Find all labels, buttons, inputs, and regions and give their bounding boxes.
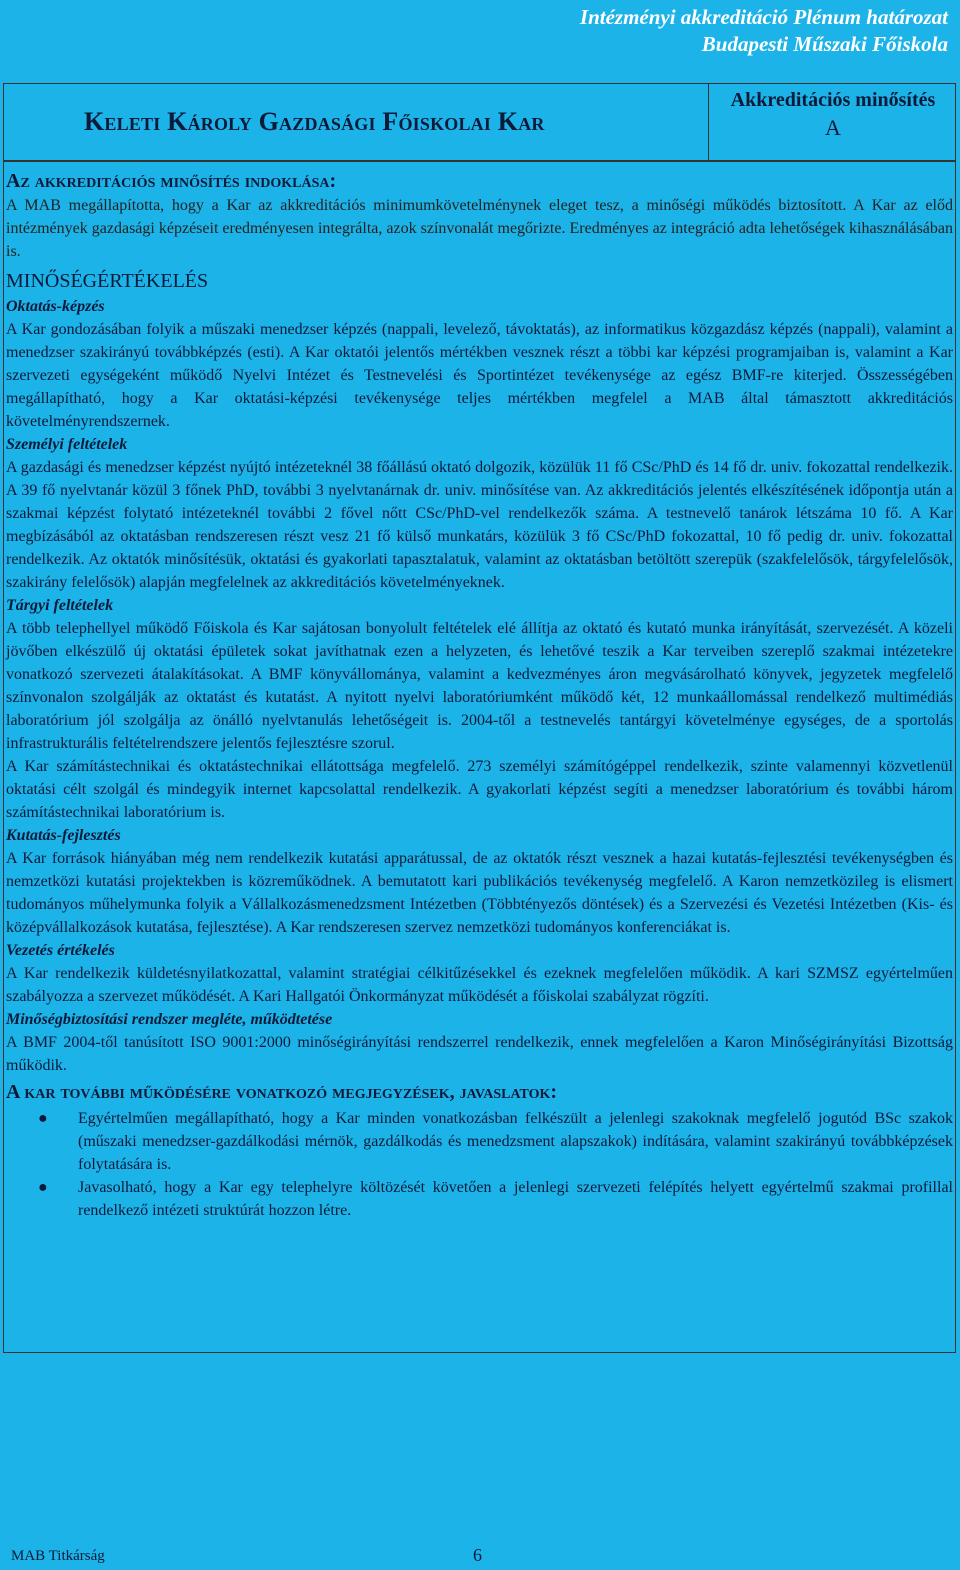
section-title-facilities: Tárgyi feltételek [6, 597, 114, 614]
faculty-name [4, 84, 709, 160]
list-item [38, 1107, 953, 1176]
remark-text-2: Javasolható, hogy a Kar egy telephelyre költözését követően a jelenlegi szervezeti felépítés helyett egyértelmű szakmai profillal rendelkező intézeti struktúrát hozzon létre. [78, 1179, 953, 1219]
section-title-management: Vezetés értékelés [6, 942, 115, 959]
section-title-quality-assurance: Minőségbiztosítási rendszer megléte, működtetése [6, 1011, 333, 1028]
justification-text: A MAB megállapította, hogy a Kar az akkreditációs minimumkövetelménynek eleget tesz, a minőségi működés biztosított. A Kar az előd intézmények gazdasági képzéseit eredményesen integrálta, azok színvonalát megőrizte. Eredményes az integráció adta lehetőségek kihasználásában is. [6, 197, 953, 260]
section-title-personnel: Személyi feltételek [6, 436, 128, 453]
remark-text-1: Egyértelműen megállapítható, hogy a Kar minden vonatkozásban felkészült a jelenlegi szakoknak megfelelő jogutód BSc szakok (műszaki menedzser-gazdálkodási mérnök, gazdálkodás és menedzsment alapszakok) indítására, valamint szakirányú továbbképzések folytatására is. [78, 1110, 953, 1173]
quality-heading: MINŐSÉGÉRTÉKELÉS [6, 270, 209, 292]
bullet-icon: ● [38, 1110, 48, 1127]
rating-box [710, 84, 956, 160]
section-text-education: A Kar gondozásában folyik a műszaki menedzser képzés (nappali, levelező, távoktatás), az informatikus közgazdász képzés (nappali), valamint a menedzser szakirányú továbbképzés (esti). A Kar oktatói jelentős mértékben vesznek részt a többi kar képzési programjaiban is, valamint a Kar szervezeti egységeként működő Nyelvi Intézet és Testnevelési és Sportintézet tevékenysége az egész BMF-re kiterjed. Összességében megállapítható, hogy a Kar oktatási-képzési tevékenysége teljes mértékben megfelel a MAB által támasztott akkreditációs követelményrendszernek. [6, 321, 953, 430]
remarks-list [6, 1107, 953, 1222]
bullet-icon: ● [38, 1179, 48, 1196]
faculty-name-text: Keleti Károly Gazdasági Főiskolai Kar [84, 107, 545, 136]
footer-org: MAB Titkárság [11, 1548, 105, 1564]
justification-heading: Az akkreditációs minősítés indoklása: [6, 170, 337, 192]
section-text-facilities-2: A Kar számítástechnikai és oktatástechnikai ellátottsága megfelelő. 273 személyi számítógéppel rendelkezik, szinte valamennyi közvetlenül oktatási célt szolgál és mindegyik internet kapcsolattal rendelkezik. A gyakorlati képzést segíti a menedzser laboratórium és további három számítástechnikai laboratórium is. [6, 758, 953, 821]
remarks-heading: A kar további működésére vonatkozó megjegyzések, javaslatok: [6, 1081, 558, 1103]
header-line-2: Budapesti Műszaki Főiskola [701, 32, 948, 56]
section-title-education: Oktatás-képzés [6, 298, 105, 315]
section-text-management: A Kar rendelkezik küldetésnyilatkozattal, valamint stratégiai célkitűzésekkel és ezeknek megfelelően működik. A kari SZMSZ egyértelműen szabályozza a szervezet működését. A Kari Hallgatói Önkormányzat működését a főiskolai szabályzat rögzíti. [6, 965, 953, 1005]
title-box [3, 83, 956, 161]
page-number: 6 [473, 1545, 482, 1565]
rating-label: Akkreditációs minősítés [730, 89, 936, 111]
header-line-1: Intézményi akkreditáció Plénum határozat [579, 5, 948, 29]
section-title-research: Kutatás-fejlesztés [6, 827, 121, 844]
section-text-quality-assurance: A BMF 2004-től tanúsított ISO 9001:2000 minőségirányítási rendszerrel rendelkezik, ennek megfelelően a Karon Minőségirányítási Bizottság működik. [6, 1034, 953, 1074]
document-header [580, 4, 948, 58]
section-text-personnel: A gazdasági és menedzser képzést nyújtó intézeteknél 38 főállású oktató dolgozik, közülük 11 fő CSc/PhD és 14 fő dr. univ. fokozattal rendelkezik. A 39 fő nyelvtanár közül 3 főnek PhD, további 3 nyelvtanárnak dr. univ. minősítése van. Az akkreditációs jelentés elkészítésének időpontja után a szakmai képzést folytató intézeteknél további 2 fővel nőtt CSc/PhD-vel rendelkezők száma. A testnevelő tanárok létszáma 10 fő. A Kar megbízásából az oktatásban rendszeresen részt vesz 21 fő külső munkatárs, közülük 3 fő CSc/PhD fokozattal, 10 fő pedig dr. univ. fokozattal rendelkezik. Az oktatók minősítésük, oktatási és gyakorlati tapasztalatuk, valamint az oktatásban betöltött szerepük (szakfelelősök, tárgyfelelősök, szakirány felelősök) alapján megfelelnek az akkreditációs követelményeknek. [6, 459, 953, 591]
list-item [38, 1176, 953, 1222]
section-text-facilities-1: A több telephellyel működő Főiskola és Kar sajátosan bonyolult feltételek elé állítja az oktató és kutató munka irányítását, szervezését. A közeli jövőben elkészülő új oktatási épületek sokat javíthatnak ezen a helyzeten, és lehetővé teszik a Kar terveiben szereplő szakmai intézetekre vonatkozó szervezeti átalakításokat. A BMF könyvállománya, valamint a kedvezményes áron megvásárolható könyvek, jegyzetek megfelelő színvonalon szolgálják az oktatást és kutatást. A nyitott nyelvi laboratóriumként működő két, 12 munkaállomással rendelkező multimédiás laboratórium jól szolgálja az önálló nyelvtanulás lehetőségeit is. 2004-től a testnevelés tantárgyi követelménye egységes, de a sportolás infrastrukturális feltételrendszere jelentős fejlesztésre szorul. [6, 620, 953, 752]
content-box [3, 161, 956, 1353]
rating-value: A [825, 115, 841, 140]
section-text-research: A Kar források hiányában még nem rendelkezik kutatási apparátussal, de az oktatók részt vesznek a hazai kutatás-fejlesztési tevékenységben és nemzetközi kutatási projektekben is közreműködnek. A bemutatott kari publikációs tevékenység megfelelő. A Karon nemzetközileg is elismert tudományos műhelymunka folyik a Vállalkozásmenedzsment Intézetben (Többtényezős döntések) és a Szervezési és Vezetési Intézetben (Kis- és középvállalkozások kutatása, fejlesztése). A Kar rendszeresen szervez nemzetközi tudományos konferenciákat is. [6, 850, 953, 936]
